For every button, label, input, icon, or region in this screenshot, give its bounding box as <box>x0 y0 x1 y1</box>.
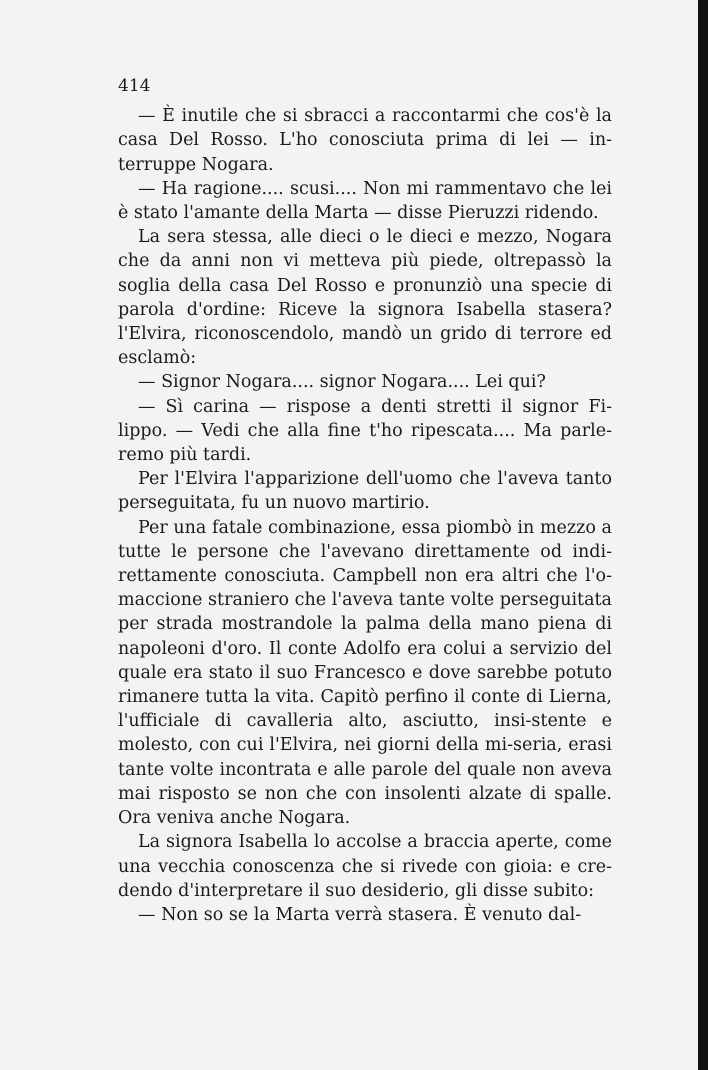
paragraph-3: La sera stessa, alle dieci o le dieci e mezzo, Nogara che da anni non vi metteva più piede, oltrepassò la soglia della casa Del Rosso e pronunziò una specie di parola d'ordine: Riceve la signora Isabella stasera? l'Elvira, riconoscendolo, mandò un grido di terrore ed esclamò: <box>118 227 612 369</box>
paragraph-4: — Signor Nogara.... signor Nogara.... Lei qui? <box>138 372 546 393</box>
paragraph-8: La signora Isabella lo accolse a braccia aperte, come una vecchia conoscenza che si rivede con gioia: e cre-dendo d'interpretare il suo desiderio, gli disse subito: <box>118 832 612 901</box>
paragraph-5: — Sì carina — rispose a denti stretti il signor Fi-lippo. — Vedi che alla fine t'ho ripescata.... Ma parle-remo più tardi. <box>118 396 612 466</box>
paragraph-6: Per l'Elvira l'apparizione dell'uomo che l'aveva tanto perseguitata, fu un nuovo martirio. <box>118 469 612 514</box>
paragraph-7: Per una fatale combinazione, essa piombò in mezzo a tutte le persone che l'avevano direttamente od indi-rettamente conosciuta. Campbell non era altri che l'o-maccione straniero che l'aveva tante volte perseguitata per strada mostrandole la palma della mano piena di napoleoni d'oro. Il conte Adolfo era colui a servizio del quale era stato il suo Francesco e dove sarebbe potuto rimanere tutta la vita. Capitò perfino il conte di Lierna, l'ufficiale di cavalleria alto, asciutto, insi-stente e molesto, con cui l'Elvira, nei giorni della mi-seria, erasi tante volte incontrata e alle parole del quale non aveva mai risposto se non che con insolenti alzate di spalle. Ora veniva anche Nogara. <box>118 517 612 829</box>
paragraph-1: — È inutile che si sbracci a raccontarmi che cos'è la casa Del Rosso. L'ho conosciuta prima di lei — in-terruppe Nogara. <box>118 106 612 175</box>
paragraph-2: — Ha ragione.... scusi.... Non mi rammentavo che lei è stato l'amante della Marta — disse Pieruzzi ridendo. <box>118 178 612 224</box>
page-text <box>118 74 612 927</box>
page-number: 414 <box>118 76 151 96</box>
binding-edge <box>698 0 708 1070</box>
paragraph-9: — Non so se la Marta verrà stasera. È venuto dal- <box>138 904 582 925</box>
